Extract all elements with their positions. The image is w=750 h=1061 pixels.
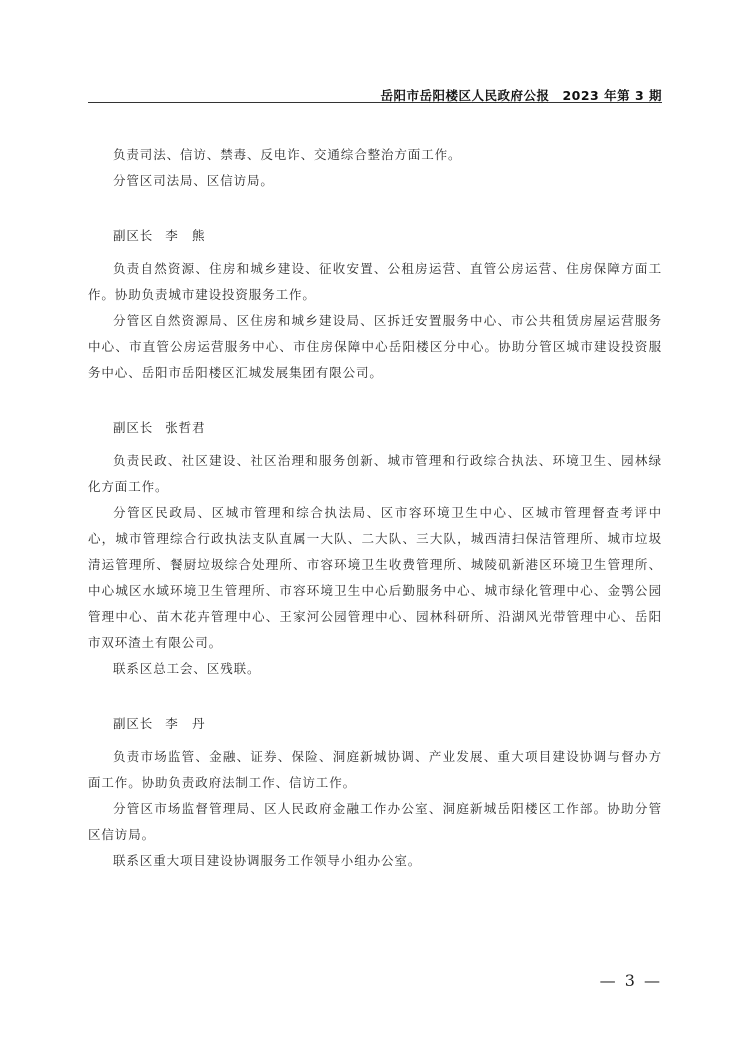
official-name: 李 熊 [165, 228, 206, 243]
paragraph: 分管区司法局、区信访局。 [113, 173, 274, 188]
section-zhang-zhejun [88, 415, 662, 682]
paragraph: 负责自然资源、住房和城乡建设、征收安置、公租房运营、直管公房运营、住房保障方面工作。协助负责城市建设投资服务工作。 [88, 261, 662, 302]
paragraph: 负责民政、社区建设、社区治理和服务创新、城市管理和行政综合执法、环境卫生、园林绿化方面工作。 [88, 453, 662, 494]
official-heading [88, 415, 662, 441]
paragraph: 分管区民政局、区城市管理和综合执法局、区市容环境卫生中心、区城市管理督查考评中心，城市管理综合行政执法支队直属一大队、二大队、三大队，城西清扫保洁管理所、城市垃圾清运管理所、餐厨垃圾综合处理所、市容环境卫生收费管理所、城陵矶新港区环境卫生管理所、中心城区水域环境卫生管理所、市容环境卫生中心后勤服务中心、城市绿化管理中心、金鹗公园管理中心、苗木花卉管理中心、王家河公园管理中心、园林科研所、沿湖风光带管理中心、岳阳市双环渣土有限公司。 [88, 505, 662, 650]
paragraph: 负责市场监管、金融、证券、保险、洞庭新城协调、产业发展、重大项目建设协调与督办方面工作。协助负责政府法制工作、信访工作。 [88, 749, 662, 790]
section-intro [88, 142, 662, 194]
official-title: 副区长 [113, 228, 154, 243]
paragraph: 分管区市场监督管理局、区人民政府金融工作办公室、洞庭新城岳阳楼区工作部。协助分管区信访局。 [88, 801, 662, 842]
official-heading [88, 711, 662, 737]
paragraph: 联系区重大项目建设协调服务工作领导小组办公室。 [113, 853, 422, 868]
paragraph: 联系区总工会、区残联。 [113, 661, 261, 676]
header-title: 岳阳市岳阳楼区人民政府公报 2023 年第 3 期 [380, 88, 662, 103]
official-title: 副区长 [113, 420, 154, 435]
official-name: 李 丹 [165, 716, 206, 731]
official-name: 张哲君 [165, 420, 206, 435]
page-header [88, 0, 662, 104]
paragraph: 分管区自然资源局、区住房和城乡建设局、区拆迁安置服务中心、市公共租赁房屋运营服务中心、市直管公房运营服务中心、市住房保障中心岳阳楼区分中心。协助分管区城市建设投资服务中心、岳阳市岳阳楼区汇城发展集团有限公司。 [88, 313, 662, 380]
official-heading [88, 223, 662, 249]
document-body [88, 142, 662, 874]
page-number: — 3 — [599, 971, 662, 990]
section-li-xiong [88, 223, 662, 386]
paragraph: 负责司法、信访、禁毒、反电诈、交通综合整治方面工作。 [113, 147, 462, 162]
header-rule [88, 102, 662, 103]
section-li-dan [88, 711, 662, 874]
official-title: 副区长 [113, 716, 154, 731]
